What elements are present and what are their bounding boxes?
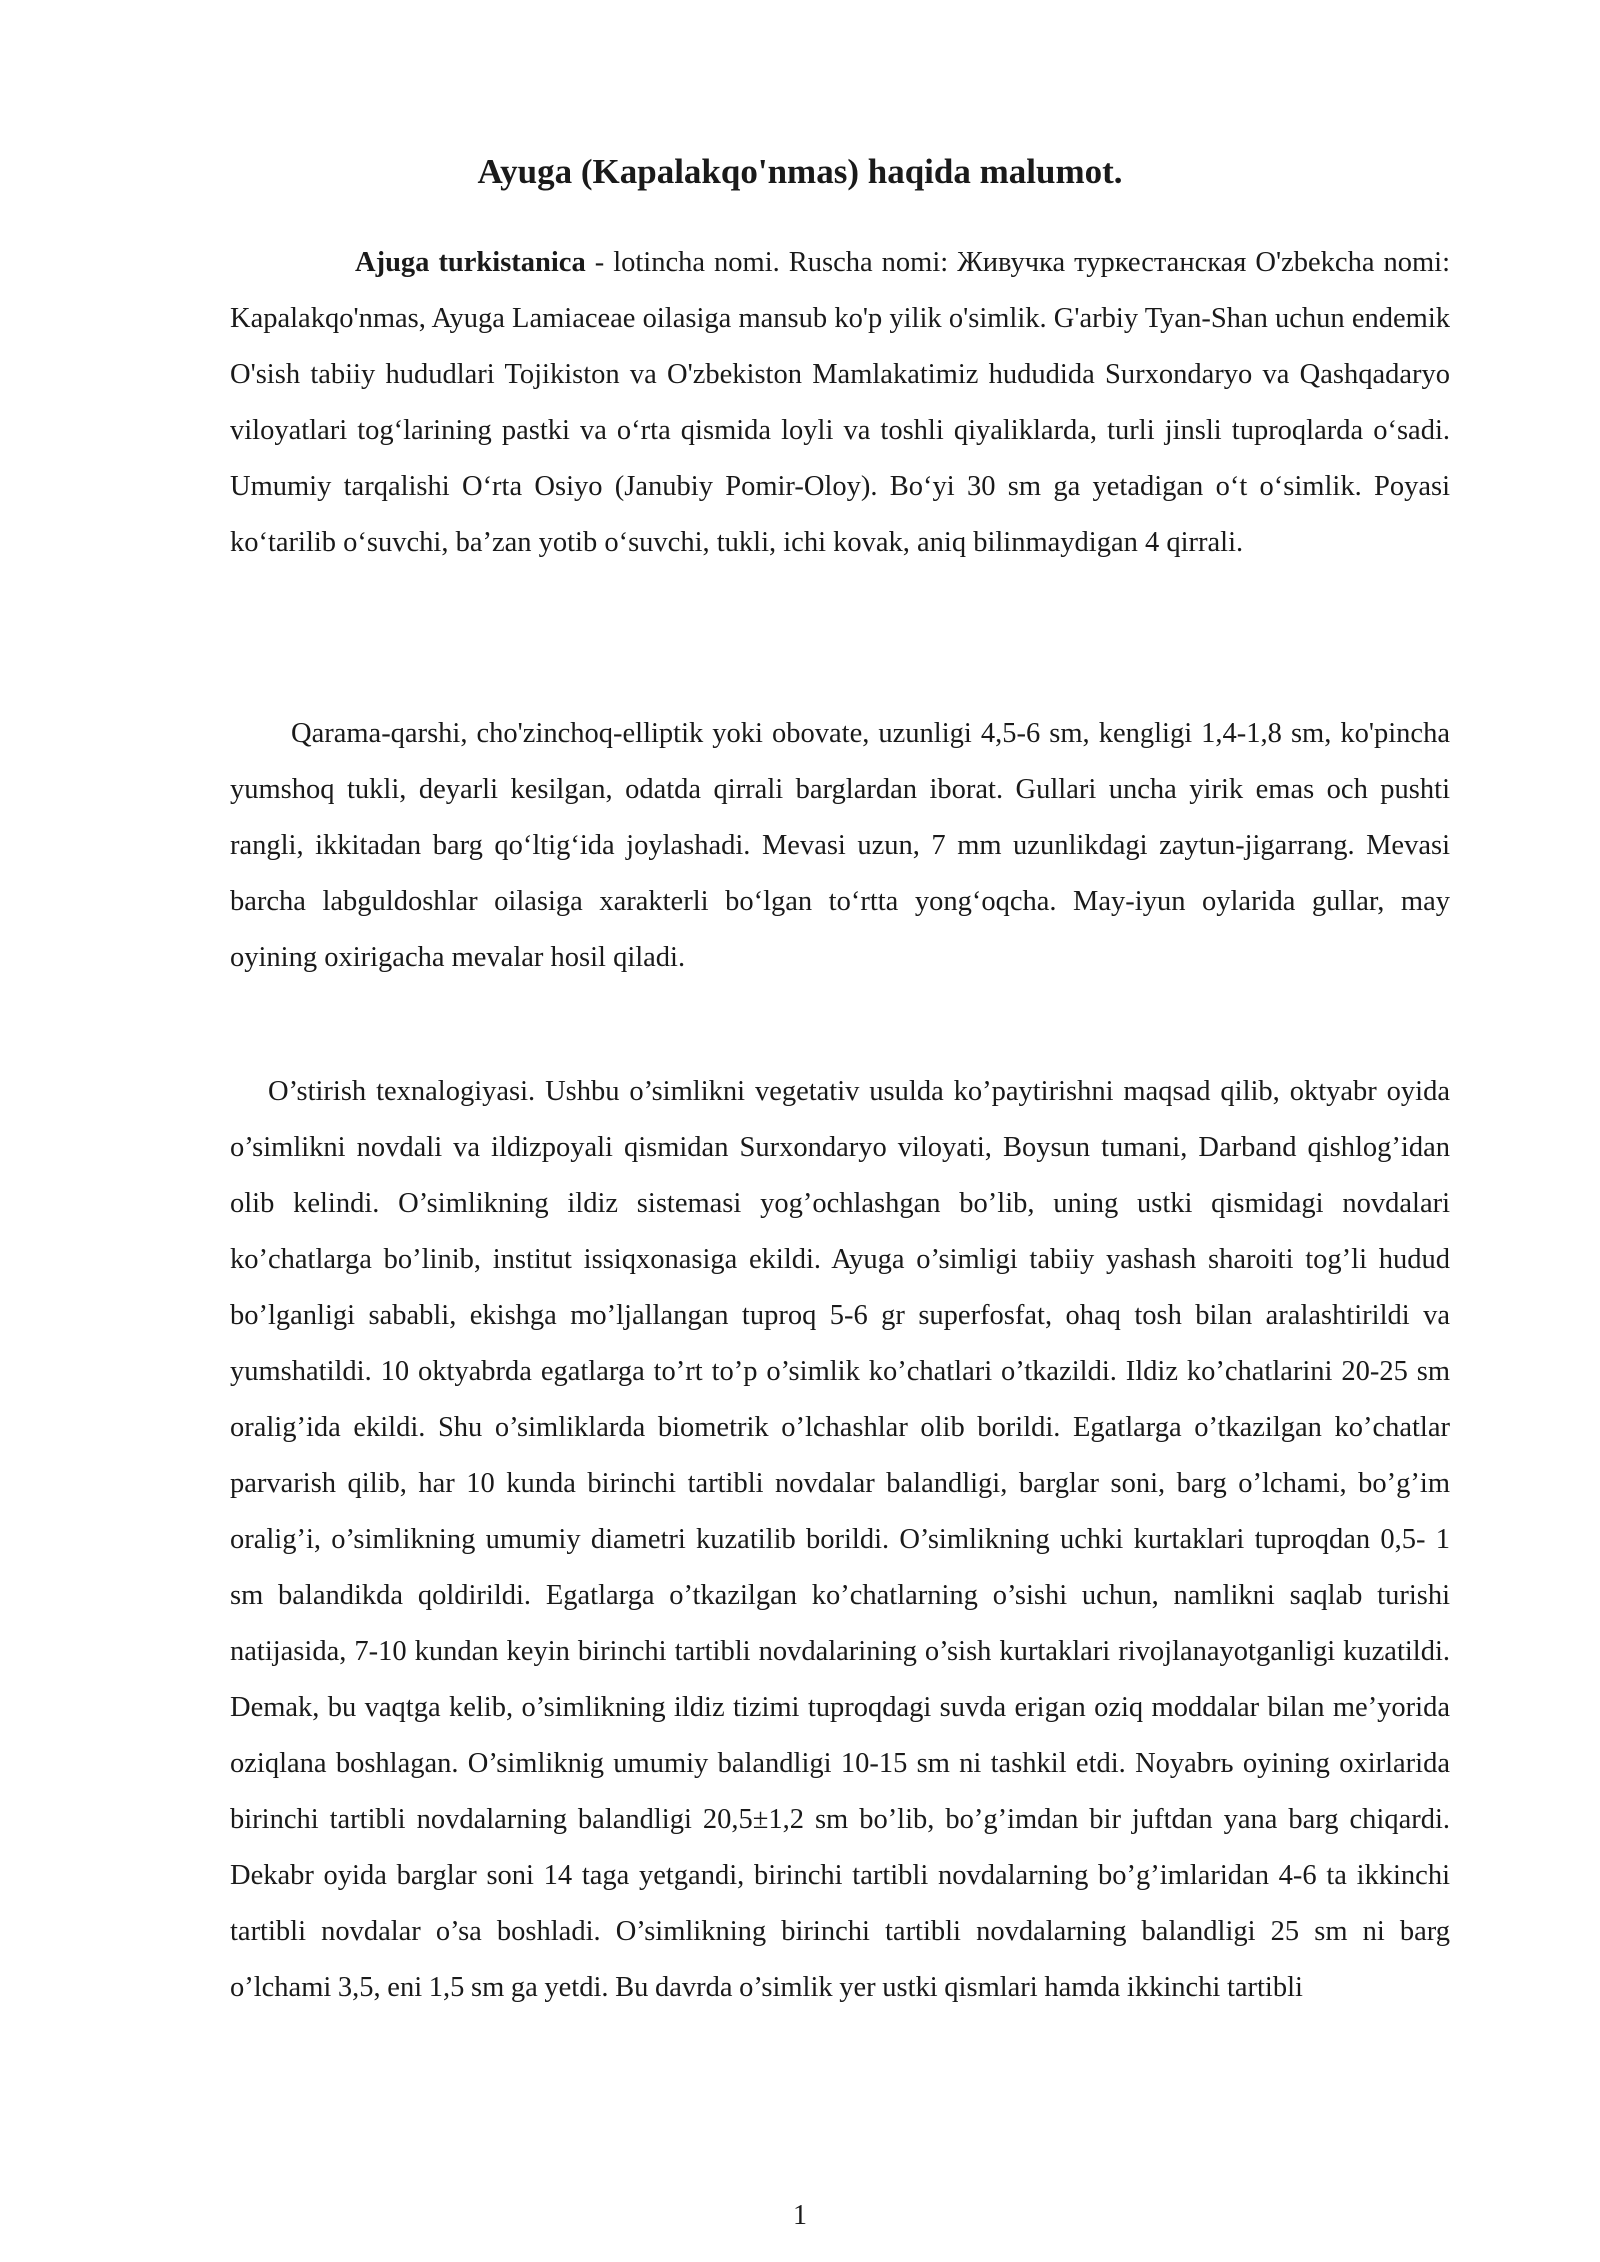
paragraph-2-text: Qarama-qarshi, cho'zinchoq-elliptik yoki obovate, uzunligi 4,5-6 sm, kengligi 1,4-1,8 sm, ko'pincha yumshoq tukli, deyarli kesilgan, odatda qirrali barglardan iborat. Gullari uncha yirik emas och pushti rangli, ikkitadan barg qo‘ltig‘ida joylashadi. Mevasi uzun, 7 mm uzunlikdagi zaytun-jigarrang. Mevasi barcha labguldoshlar oilasiga xarakterli bo‘lgan to‘rtta yong‘oqcha. May-iyun oylarida gullar, may oyining oxirigacha mevalar hosil qiladi. bbox=[230, 718, 1450, 973]
latin-name-label: Ajuga turkistanica bbox=[355, 247, 586, 278]
paragraph-3 bbox=[230, 1064, 1450, 2016]
paragraph-2 bbox=[230, 706, 1450, 986]
paragraph-1 bbox=[230, 235, 1450, 571]
paragraph-1-text: - lotincha nomi. Ruscha nomi: Живучка туркестанская O'zbekcha nomi: Kapalakqo'nmas, Ayuga Lamiaceae oilasiga mansub ko'p yilik o'simlik. G'arbiy Tyan-Shan uchun endemik O'sish tabiiy hududlari Tojikiston va O'zbekiston Mamlakatimiz hududida Surxondaryo va Qashqadaryo viloyatlari tog‘larining pastki va o‘rta qismida loyli va toshli qiyaliklarda, turli jinsli tuproqlarda o‘sadi. Umumiy tarqalishi O‘rta Osiyo (Janubiy Pomir-Oloy). Bo‘yi 30 sm ga yetadigan o‘t o‘simlik. Poyasi ko‘tarilib o‘suvchi, ba’zan yotib o‘suvchi, tukli, ichi kovak, aniq bilinmaydigan 4 qirrali. bbox=[230, 247, 1450, 558]
document-title: Ayuga (Kapalakqo'nmas) haqida malumot. bbox=[477, 152, 1123, 191]
paragraph-3-text: O’stirish texnalogiyasi. Ushbu o’simlikni vegetativ usulda ko’paytirishni maqsad qilib, oktyabr oyida o’simlikni novdali va ildizpoyali qismidan Surxondaryo viloyati, Boysun tumani, Darband qishlog’idan olib kelindi. O’simlikning ildiz sistemasi yog’ochlashgan bo’lib, uning ustki qismidagi novdalari ko’chatlarga bo’linib, institut issiqxonasiga ekildi. Ayuga o’simligi tabiiy yashash sharoiti tog’li hudud bo’lganligi sababli, ekishga mo’ljallangan tuproq 5-6 gr superfosfat, ohaq tosh bilan aralashtirildi va yumshatildi. 10 oktyabrda egatlarga to’rt to’p o’simlik ko’chatlari o’tkazildi. Ildiz ko’chatlarini 20-25 sm oralig’ida ekildi. Shu o’simliklarda biometrik o’lchashlar olib borildi. Egatlarga o’tkazilgan ko’chatlar parvarish qilib, har 10 kunda birinchi tartibli novdalar balandligi, barglar soni, barg o’lchami, bo’g’im oralig’i, o’simlikning umumiy diametri kuzatilib borildi. O’simlikning uchki kurtaklari tuproqdan 0,5- 1 sm balandikda qoldirildi. Egatlarga o’tkazilgan ko’chatlarning o’sishi uchun, namlikni saqlab turishi natijasida, 7-10 kundan keyin birinchi tartibli novdalarining o’sish kurtaklari rivojlanayotganligi kuzatildi. Demak, bu vaqtga kelib, o’simlikning ildiz tizimi tuproqdagi suvda erigan oziq moddalar bilan me’yorida oziqlana boshlagan. O’simliknig umumiy balandligi 10-15 sm ni tashkil etdi. Noyabrь oyining oxirlarida birinchi tartibli novdalarning balandligi 20,5±1,2 sm bo’lib, bo’g’imdan bir juftdan yana barg chiqardi. Dekabr oyida barglar soni 14 taga yetgandi, birinchi tartibli novdalarning bo’g’imlaridan 4-6 ta ikkinchi tartibli novdalar o’sa boshladi. O’simlikning birinchi tartibli novdalarning balandligi 25 sm ni barg o’lchami 3,5, eni 1,5 sm ga yetdi. Bu davrda o’simlik yer ustki qismlari hamda ikkinchi tartibli bbox=[230, 1076, 1450, 2003]
page-number: 1 bbox=[793, 2200, 807, 2231]
